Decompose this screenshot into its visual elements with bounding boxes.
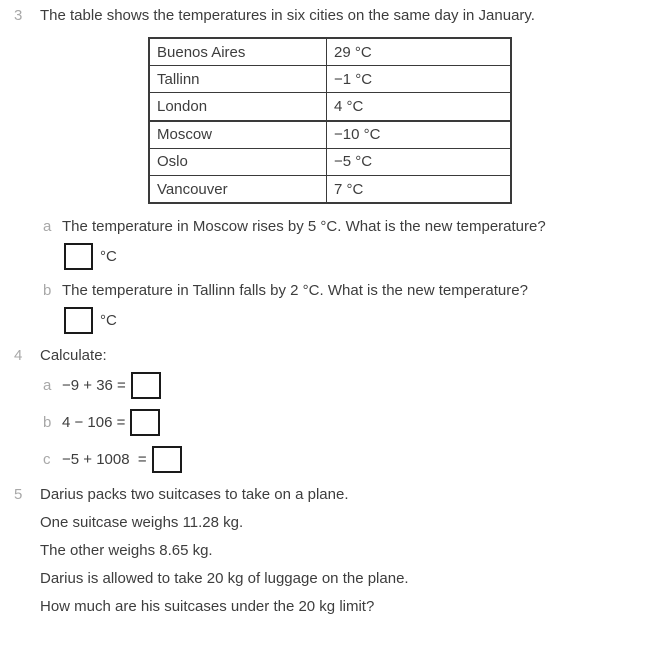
city-cell: Vancouver (149, 175, 327, 203)
question-5-text: The other weighs 8.65 kg. (40, 541, 213, 559)
temperature-cell: 7 °C (327, 175, 512, 203)
temperature-cell: 29 °C (327, 38, 512, 66)
question-4-number: 4 (14, 347, 23, 364)
question-4c-answer-box[interactable] (152, 446, 182, 473)
temperature-cell: −10 °C (327, 121, 512, 149)
question-3a-unit: °C (100, 248, 117, 265)
question-5 (14, 480, 409, 620)
temperature-cell: −5 °C (327, 148, 512, 175)
question-3b-text: The temperature in Tallinn falls by 2 °C. What is the new temperature? (62, 282, 528, 299)
question-3a (43, 218, 546, 235)
question-5-text: One suitcase weighs 11.28 kg. (40, 513, 244, 531)
question-4-header (14, 347, 107, 364)
temperature-table (148, 37, 512, 204)
city-cell: Tallinn (149, 66, 327, 93)
question-4c-expression: −5 + 1008 = (62, 451, 147, 468)
question-4-prompt: Calculate: (40, 347, 107, 364)
question-5-line (14, 508, 409, 536)
temperature-cell: 4 °C (327, 93, 512, 121)
question-5-text: Darius is allowed to take 20 kg of luggage on the plane. (40, 569, 409, 587)
question-5-line (14, 564, 409, 592)
question-3-prompt: The table shows the temperatures in six cities on the same day in January. (40, 7, 535, 24)
question-5-text: How much are his suitcases under the 20 kg limit? (40, 597, 375, 615)
question-5-line (14, 480, 409, 508)
table-row (149, 93, 511, 121)
city-cell: Oslo (149, 148, 327, 175)
question-4b-answer-box[interactable] (130, 409, 160, 436)
question-3b-label: b (43, 282, 52, 299)
question-4a (43, 372, 161, 399)
question-3b-unit: °C (100, 312, 117, 329)
question-3b-answer-box[interactable] (64, 307, 93, 334)
table-row (149, 175, 511, 203)
table-row (149, 66, 511, 93)
question-4b-expression: 4 − 106 = (62, 414, 126, 431)
question-4b-label: b (43, 414, 52, 431)
table-row (149, 38, 511, 66)
question-3a-text: The temperature in Moscow rises by 5 °C. What is the new temperature? (62, 218, 546, 235)
temperature-cell: −1 °C (327, 66, 512, 93)
question-5-line (14, 592, 409, 620)
question-4c-label: c (43, 451, 51, 468)
question-3-number: 3 (14, 7, 23, 24)
question-3a-answer-box[interactable] (64, 243, 93, 270)
question-5-line (14, 536, 409, 564)
table-row (149, 121, 511, 149)
question-4a-answer-box[interactable] (131, 372, 161, 399)
question-3-header (14, 7, 535, 24)
question-3a-label: a (43, 218, 52, 235)
question-4a-expression: −9 + 36 = (62, 377, 126, 394)
question-3b (43, 282, 528, 299)
table-row (149, 148, 511, 175)
question-4b (43, 409, 160, 436)
city-cell: Moscow (149, 121, 327, 149)
city-cell: London (149, 93, 327, 121)
question-3b-answer (64, 307, 117, 334)
question-4a-label: a (43, 377, 52, 394)
question-3a-answer (64, 243, 117, 270)
question-5-text: Darius packs two suitcases to take on a plane. (40, 485, 349, 503)
question-5-number: 5 (14, 485, 23, 503)
question-4c (43, 446, 182, 473)
city-cell: Buenos Aires (149, 38, 327, 66)
